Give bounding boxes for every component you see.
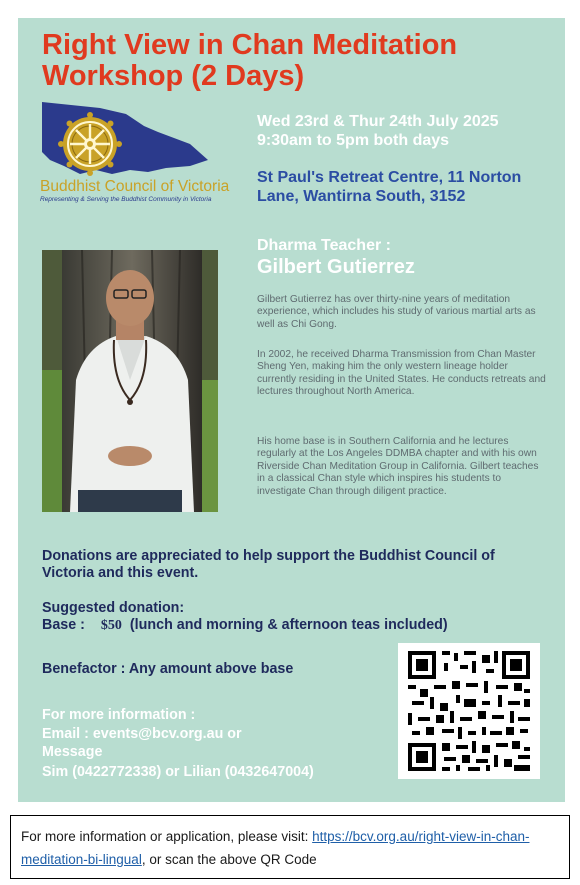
donation-note: Donations are appreciated to help support the Buddhist Council of Victoria and this event. [42,548,495,581]
info-phones: Sim (0422772338) or Lilian (0432647004) [42,764,314,780]
teacher-bio-paragraph: In 2002, he received Dharma Transmission from Chan Master Sheng Yen, making him the only western lineage holder currently residing in the United States. He conducts retreats and lectures throughout North America. [257,349,546,398]
qr-code-icon [398,643,540,779]
footer-prefix: For more information or application, please visit: [21,829,313,844]
teacher-role: Dharma Teacher : [257,237,391,254]
event-date-line: Wed 23rd & Thur 24th July 2025 [257,113,499,130]
info-message: Message [42,744,103,760]
victoria-map-icon [40,100,252,180]
event-time-line: 9:30am to 5pm both days [257,132,450,149]
event-dates [257,112,499,150]
teacher-photo [42,250,218,512]
footer-info-box [10,815,570,879]
base-label: Base : [42,617,85,633]
event-venue: St Paul's Retreat Centre, 11 Norton Lane, Wantirna South, 3152 [257,169,522,205]
application-link[interactable]: https://bcv.org.au/right-view-in-chan-meditation-bi-lingual [21,829,530,867]
teacher-bio-paragraph: Gilbert Gutierrez has over thirty-nine years of meditation experience, which includes his study of various martial arts as well as Chi Gong. [257,294,536,330]
event-poster [18,18,565,802]
teacher-bio-paragraph: His home base is in Southern California and he lectures regularly at the Los Angeles DDMBA chapter and with his own Riverside Chan Meditation Group in California. Gilbert teaches in a classical Chan style which inspires his students to investigate Chan through diligent practice. [257,436,539,497]
teacher-name: Gilbert Gutierrez [257,256,415,278]
poster-title: Right View in Chan Meditation Workshop (2 Days) [42,29,458,92]
base-includes: (lunch and morning & afternoon teas included) [129,617,448,633]
info-heading: For more information : [42,707,196,723]
suggested-donation-label: Suggested donation: [42,600,185,616]
benefactor-line: Benefactor : Any amount above base [42,661,294,677]
info-email: Email : events@bcv.org.au or [42,726,242,742]
base-amount: $50 [100,618,122,633]
base-donation-line [42,617,448,634]
footer-suffix: , or scan the above QR Code [141,852,317,867]
dharma-wheel-icon [58,112,122,176]
logo-tagline: Representing & Serving the Buddhist Community in Victoria [40,196,212,203]
bcv-logo [40,100,252,210]
logo-name: Buddhist Council of Victoria [40,178,230,195]
